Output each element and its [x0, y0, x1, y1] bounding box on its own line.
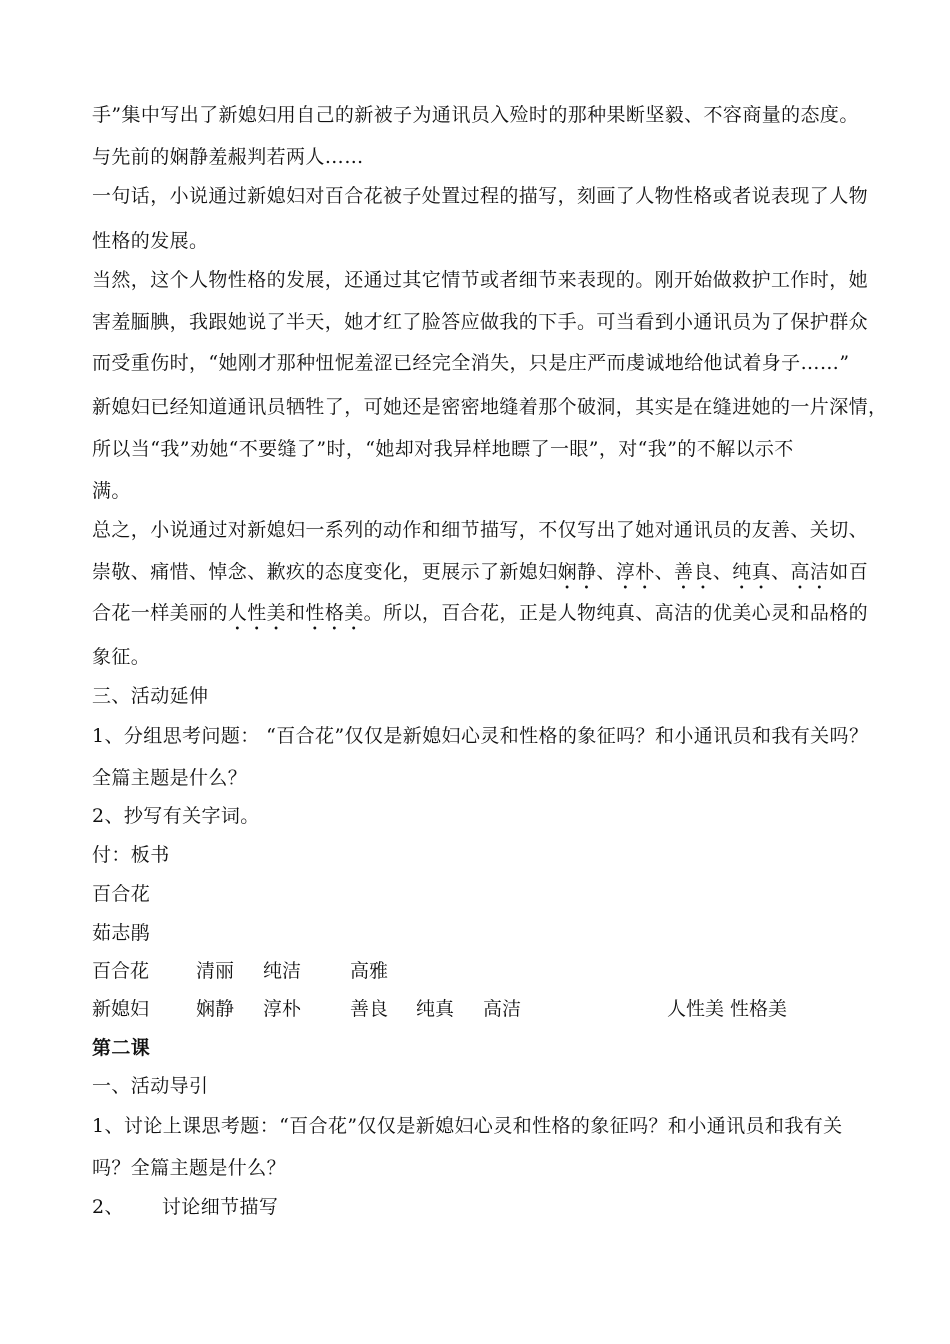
board-cell: 淳朴: [263, 998, 302, 1020]
list-item: 1、分组思考问题： “百合花”仅仅是新媳妇心灵和性格的象征吗？和小通讯员和我有关吗？: [92, 725, 869, 747]
paragraph-line: 害羞腼腆，我跟她说了半天，她才红了脸答应做我的下手。可当看到小通讯员为了保护群众: [92, 311, 869, 333]
paragraph-line: 与先前的娴静羞赧判若两人……: [92, 146, 364, 168]
paragraph-line: 当然，这个人物性格的发展，还通过其它情节或者细节来表现的。刚开始做救护工作时，她: [92, 269, 869, 291]
paragraph-line: 手”集中写出了新媳妇用自己的新被子为通讯员入殓时的那种果断坚毅、不容商量的态度。: [92, 104, 859, 126]
list-item: 1、讨论上课思考题：“百合花”仅仅是新媳妇心灵和性格的象征吗？和小通讯员和我有关: [92, 1115, 843, 1137]
text-run: 。所以，百合花，正是人物纯真、高洁的优美心灵和品格的: [363, 602, 869, 624]
text-run: 如百: [829, 561, 869, 583]
board-cell: 清丽: [196, 960, 235, 982]
paragraph-line: 一句话，小说通过新媳妇对百合花被子处置过程的描写，刻画了人物性格或者说表现了人物: [92, 185, 869, 207]
board-cell: 纯洁: [263, 960, 302, 982]
text-run: 和: [286, 602, 306, 624]
paragraph-line: 象征。: [92, 646, 151, 668]
paragraph-line-emphasis: [92, 560, 872, 594]
emphasis-word: 高洁: [790, 561, 830, 583]
list-item: [92, 1195, 872, 1219]
section-heading: 一、活动导引: [92, 1075, 209, 1097]
paragraph-line: 而受重伤时，“她刚才那种忸怩羞涩已经完全消失，只是庄严而虔诚地给他试着身子……”: [92, 352, 850, 374]
text-run: 合花一样美丽的: [92, 602, 228, 624]
list-number: 2、: [92, 1196, 124, 1218]
lesson-title: 第二课: [92, 1037, 151, 1059]
text-run: 崇敬、痛惜、悼念、歉疚的态度变化，更展示了新媳妇: [92, 561, 558, 583]
board-cell: 高洁: [483, 998, 522, 1020]
board-cell: 纯真: [416, 998, 455, 1020]
board-cell: 人性美 性格美: [667, 998, 788, 1020]
text-run: 、: [771, 561, 791, 583]
board-cell: 高雅: [350, 960, 389, 982]
list-text: 讨论细节描写: [161, 1196, 279, 1218]
list-item-continuation: 吗？全篇主题是什么？: [92, 1157, 287, 1179]
board-author: 茹志鹃: [92, 922, 151, 944]
emphasis-word: 人性美: [227, 602, 287, 624]
text-run: 、: [712, 561, 733, 583]
list-item-continuation: 全篇主题是什么？: [92, 767, 248, 789]
emphasis-word: 性格美: [305, 602, 364, 624]
text-run: 、: [596, 561, 616, 583]
emphasis-word: 纯真: [732, 561, 772, 583]
emphasis-word: 淳朴: [615, 561, 655, 583]
paragraph-line-emphasis: [92, 601, 872, 635]
section-heading: 三、活动延伸: [92, 685, 209, 707]
board-cell: 百合花: [92, 960, 150, 982]
text-run: 、: [654, 561, 675, 583]
board-title: 百合花: [92, 883, 151, 905]
paragraph-line: 满。: [92, 480, 131, 502]
emphasis-word: 娴静: [557, 561, 597, 583]
paragraph-line: 新媳妇已经知道通讯员牺牲了，可她还是密密地缝着那个破洞，其实是在缝进她的一片深情，: [92, 396, 888, 418]
paragraph-line: 性格的发展。: [92, 230, 209, 252]
board-cell: 善良: [350, 998, 389, 1020]
board-label: 付：板书: [92, 844, 170, 866]
paragraph-line: 所以当“我”劝她“不要缝了”时，“她却对我异样地瞟了一眼”，对“我”的不解以示不: [92, 438, 794, 460]
list-item: 2、抄写有关字词。: [92, 805, 260, 827]
board-cell: 娴静: [196, 998, 235, 1020]
emphasis-word: 善良: [674, 561, 713, 583]
paragraph-line: 总之，小说通过对新媳妇一系列的动作和细节描写，不仅写出了她对通讯员的友善、关切、: [92, 519, 869, 541]
board-cell: 新媳妇: [92, 998, 150, 1020]
